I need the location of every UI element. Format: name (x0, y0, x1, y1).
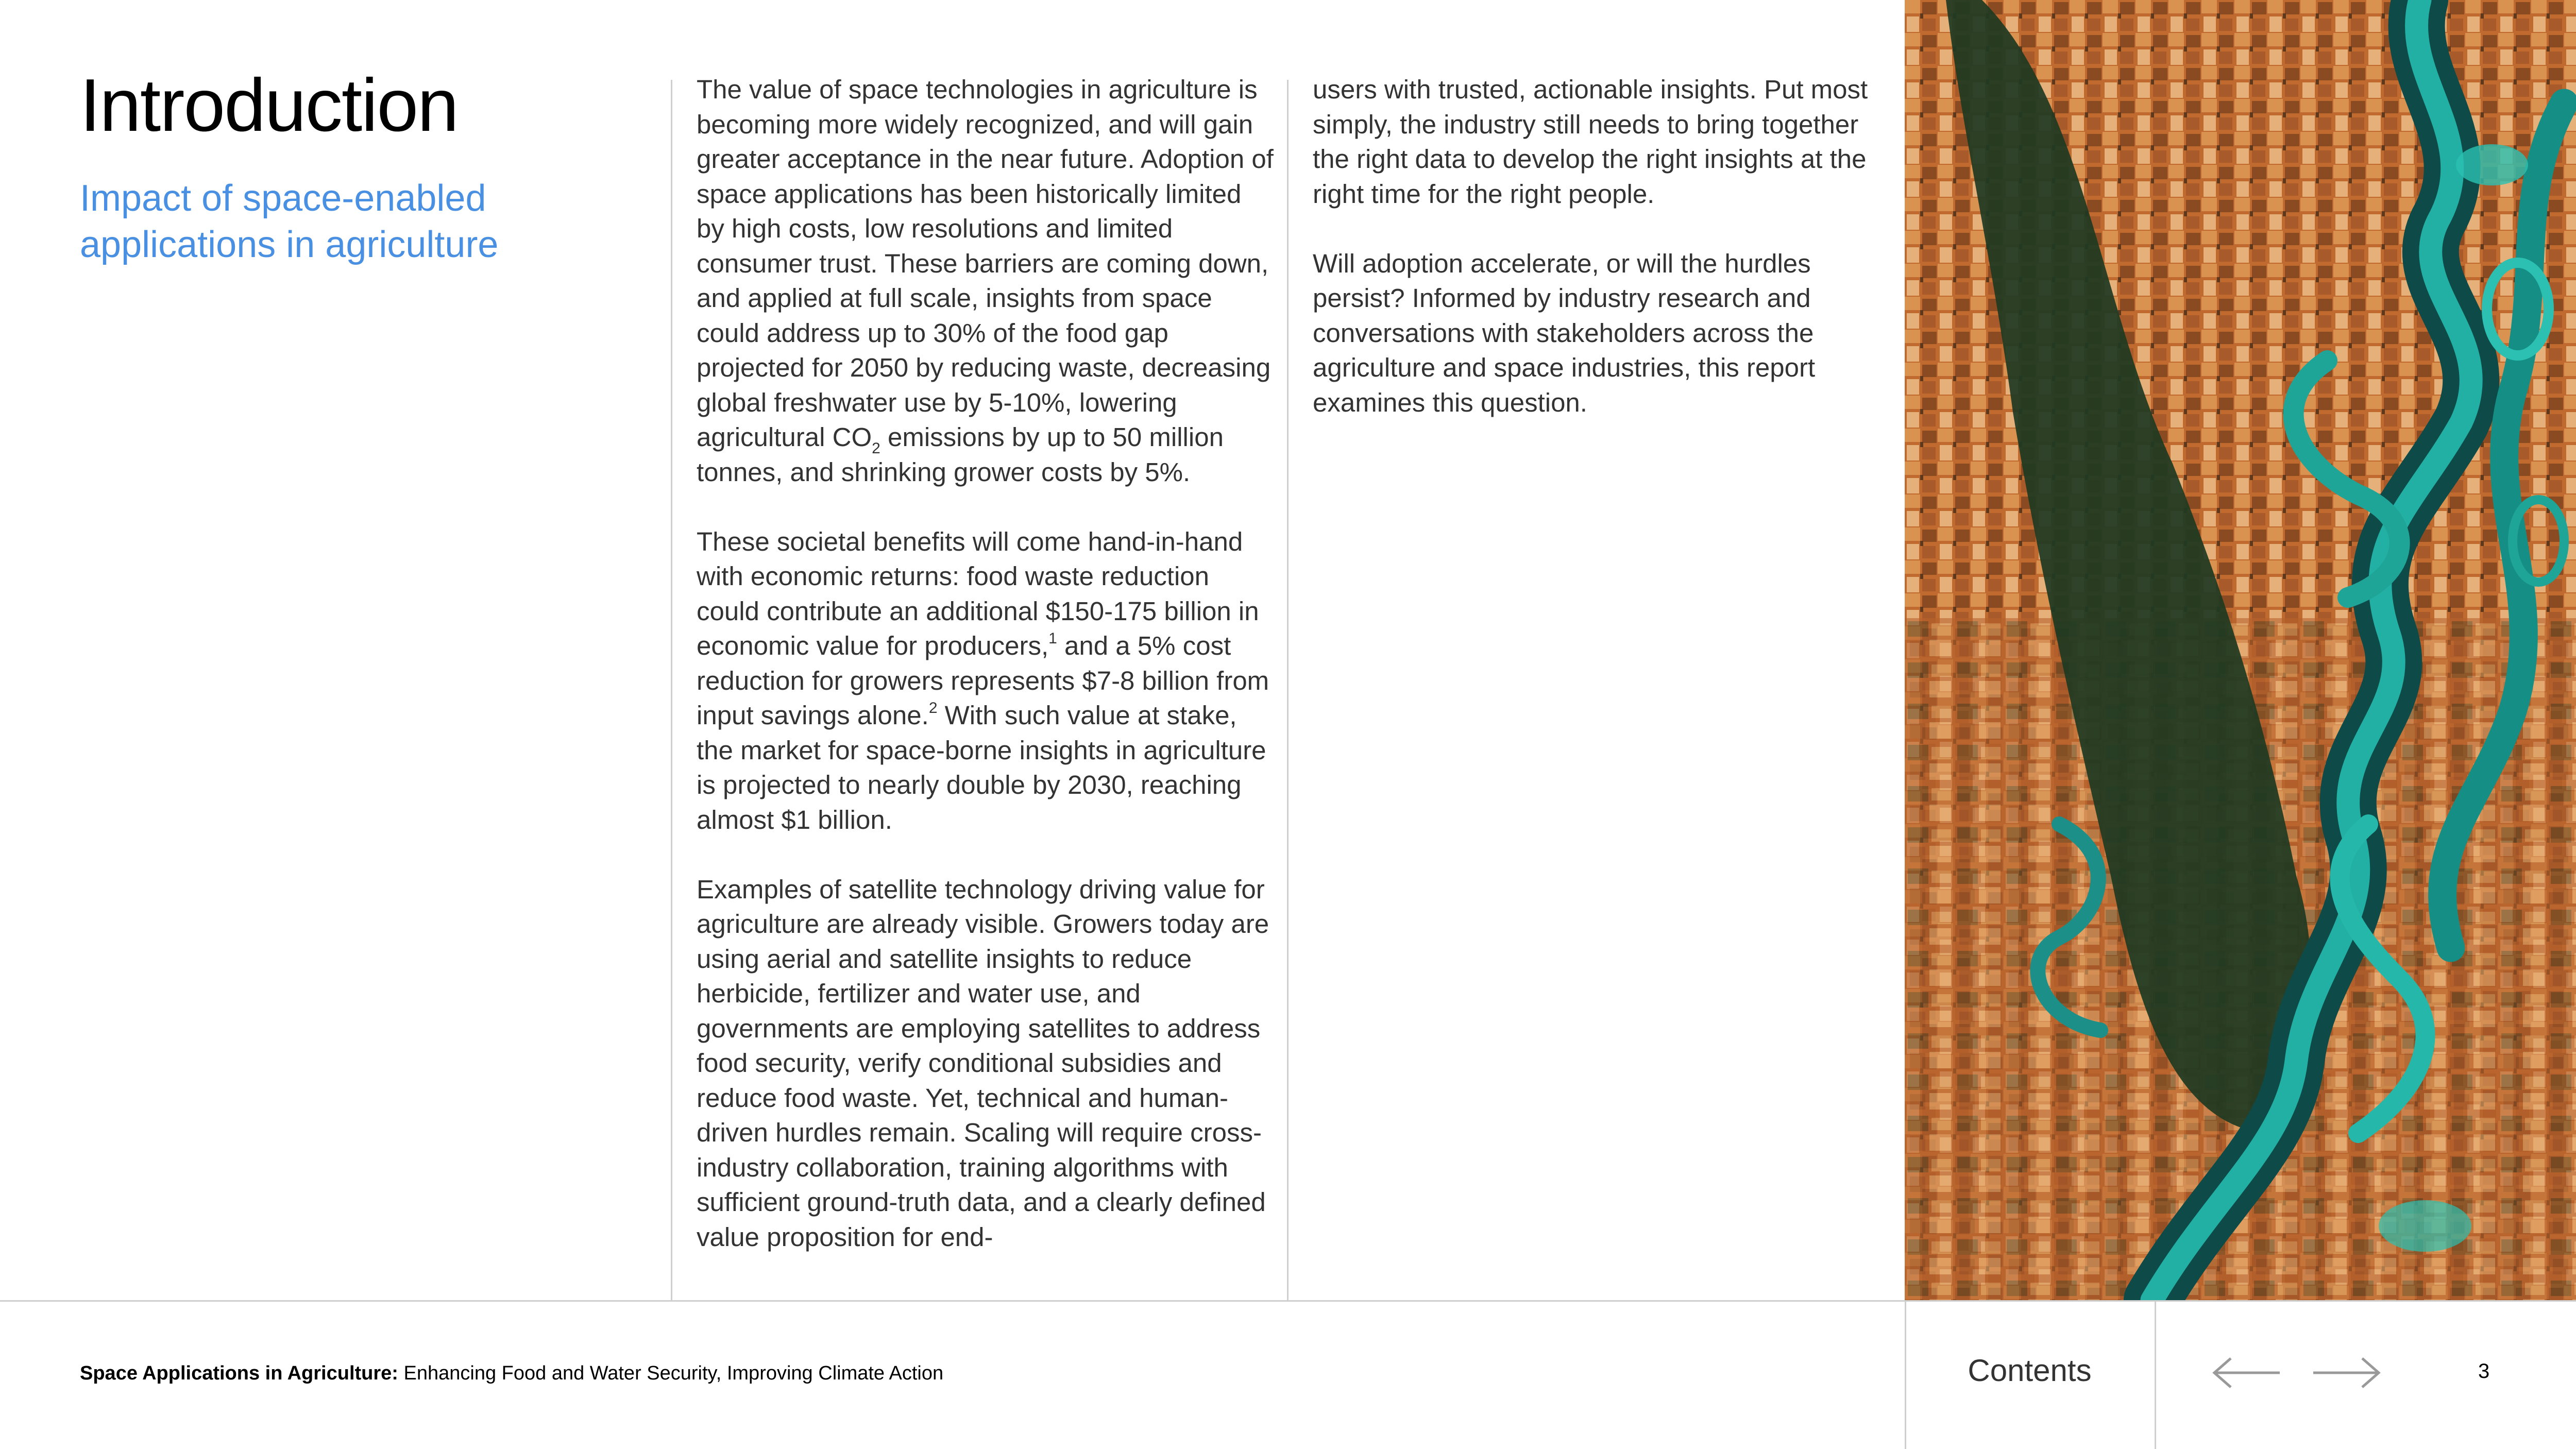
report-title-bold: Space Applications in Agriculture: (80, 1362, 398, 1384)
satellite-image (1905, 0, 2576, 1300)
body-column-2 (1313, 72, 1890, 455)
column-divider-left (671, 80, 672, 1300)
contents-link[interactable]: Contents (1968, 1353, 2092, 1388)
arrow-left-icon[interactable] (2210, 1355, 2282, 1391)
footer-divider (0, 1300, 2576, 1302)
page-title: Introduction (80, 63, 458, 147)
body-paragraph-3: Examples of satellite technology driving value for agriculture are already visible. Growers today are using aerial and satellite insights to reduce herbicide, fertilizer and water use, and governments are employing satellites to address food security, verify conditional subsidies and reduce food waste. Yet, technical and human-driven hurdles remain. Scaling will require cross-industry collaboration, training algorithms with sufficient ground-truth data, and a clearly defined value proposition for end- (697, 874, 1269, 1252)
arrow-right-icon[interactable] (2311, 1355, 2383, 1391)
body-paragraph-1: The value of space technologies in agriculture is becoming more widely recognized, and will gain greater acceptance in the near future. Adoption of space applications has been historically limited by high costs, low resolutions and limited consumer trust. These barriers are coming down, and applied at full scale, insights from space could address up to 30% of the food gap projected for 2050 by reducing waste, decreasing global freshwater use by 5-10%, lowering agricultural $CO_2$ emissions by up to 50 million tonnes, and shrinking grower costs by 5%. (697, 75, 1274, 487)
body-paragraph-4: users with trusted, actionable insights. Put most simply, the industry still needs to bring together the right data to develop the right insights at the right time for the right people. (1313, 75, 1868, 209)
footer-divider-nav (2155, 1300, 2156, 1449)
body-paragraph-2: These societal benefits will come hand-in-hand with economic returns: food waste reduction could contribute an additional $150-175 billion in economic value for producers,$^1$ and a 5% cost reduction for growers represents $7-8 billion from input savings alone.$^2$ With such value at stake, the market for space-borne insights in agriculture is projected to nearly double by 2030, reaching almost $1 billion. (697, 526, 1269, 834)
column-divider-right (1287, 80, 1289, 1300)
page-number: 3 (2478, 1360, 2490, 1383)
footnote-ref-2[interactable]: 2 (928, 700, 938, 717)
body-column-1 (697, 72, 1274, 1289)
report-subtitle: Enhancing Food and Water Security, Improving Climate Action (398, 1362, 944, 1384)
report-title (80, 1362, 943, 1385)
footnote-ref-1[interactable]: 1 (1048, 630, 1057, 647)
body-paragraph-5: Will adoption accelerate, or will the hurdles persist? Informed by industry research and conversations with stakeholders across the agriculture and space industries, this report examines this question. (1313, 248, 1816, 417)
page-subtitle: Impact of space-enabled applications in agriculture (80, 178, 499, 265)
